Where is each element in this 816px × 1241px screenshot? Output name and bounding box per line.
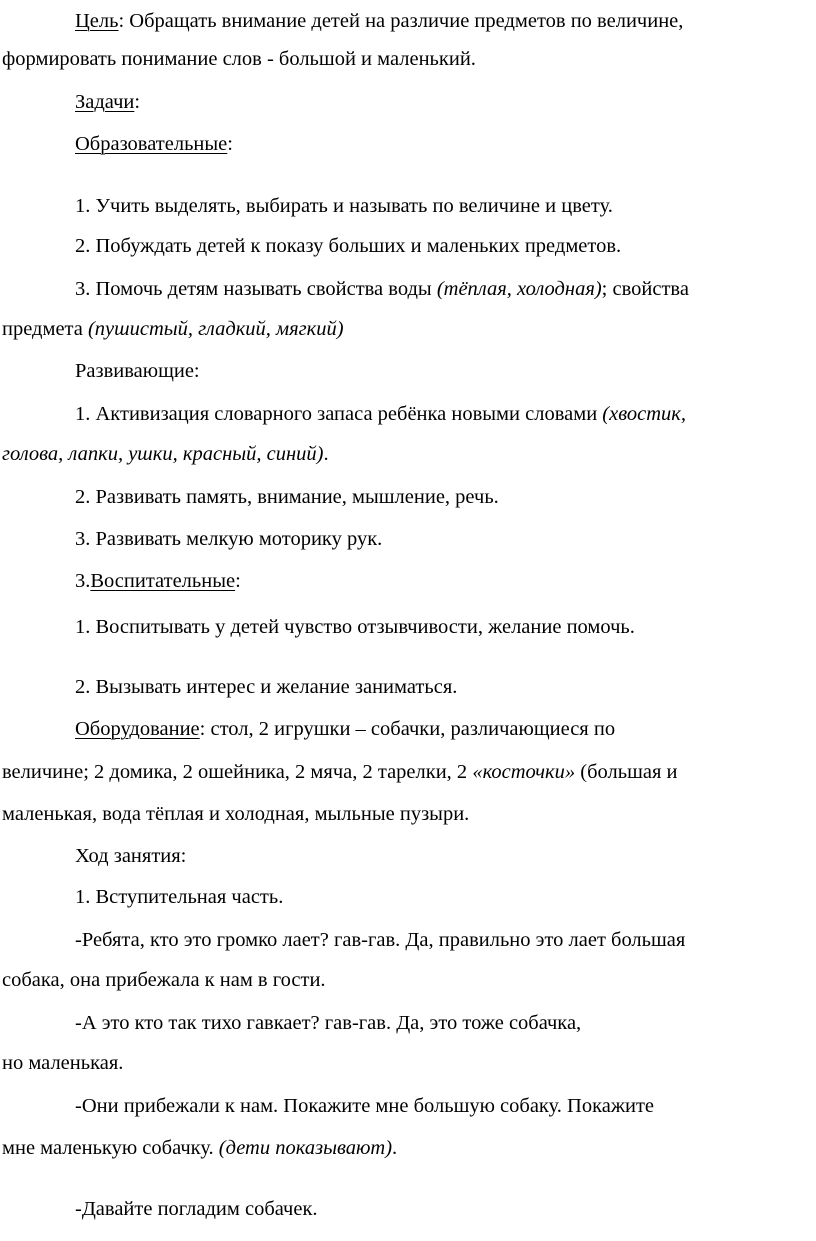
paragraph-3-cont (2, 1135, 397, 1161)
dev1-italic-cont: голова, лапки, ушки, красный, синий) (2, 443, 324, 465)
developing-item-3: 3. Развивать мелкую моторику рук. (75, 528, 383, 550)
goal-label: Цель (75, 10, 119, 32)
edu3-italic-2: (пушистый, гладкий, мягкий) (87, 318, 344, 340)
edu3-tail: ; свойства (601, 278, 689, 300)
upbringing-item-2: 2. Вызывать интерес и желание заниматься. (75, 676, 458, 698)
paragraph-4: -Давайте погладим собачек. (75, 1198, 318, 1220)
intro-label: 1. Вступительная часть. (75, 886, 284, 908)
goal-line-cont: формировать понимание слов - большой и маленький. (2, 48, 476, 70)
equipment-line-end: маленькая, вода тёплая и холодная, мыльные пузыри. (2, 803, 470, 825)
upbringing-label: Воспитательные (90, 570, 236, 592)
dev1-text: 1. Активизация словарного запаса ребёнка новыми словами (75, 403, 603, 425)
tasks-label: Задачи (75, 91, 135, 113)
educational-item-3 (75, 276, 689, 302)
educational-label: Образовательные (75, 133, 228, 155)
paragraph-3-text: мне маленькую собачку. (2, 1137, 219, 1159)
upbringing-line (75, 568, 241, 594)
educational-item: 2. Побуждать детей к показу больших и маленьких предметов. (75, 235, 622, 257)
goal-line (75, 8, 683, 34)
paragraph-3: -Они прибежали к нам. Покажите мне большую собаку. Покажите (75, 1095, 655, 1117)
developing-item-1 (75, 401, 686, 427)
paragraph-3-italic: (дети показывают) (218, 1137, 393, 1159)
edu3-italic: (тёплая, холодная) (436, 278, 602, 300)
equipment-italic: «косточки» (472, 761, 576, 783)
equipment-text-2: величине; 2 домика, 2 ошейника, 2 мяча, 2 тарелки, 2 (2, 761, 473, 783)
developing-item-1-cont (2, 441, 329, 467)
developing-item-2: 2. Развивать память, внимание, мышление, речь. (75, 486, 499, 508)
equipment-text-3: (большая и (575, 761, 678, 783)
equipment-line-cont (2, 759, 677, 785)
upbringing-item-1: 1. Воспитывать у детей чувство отзывчивости, желание помочь. (75, 616, 635, 638)
edu3-text: 3. Помочь детям называть свойства воды (75, 278, 437, 300)
paragraph-3-period: . (392, 1137, 398, 1159)
educational-colon: : (227, 133, 233, 155)
dev1-italic: (хвостик, (602, 403, 686, 425)
paragraph-2: -А это кто так тихо гавкает? гав-гав. Да, это тоже собачка, (75, 1012, 582, 1034)
educational-item-3-cont (2, 316, 344, 342)
equipment-label: Оборудование (75, 718, 200, 740)
edu3-subject: предмета (2, 318, 88, 340)
paragraph-2-cont: но маленькая. (2, 1052, 124, 1074)
paragraph-1-cont: собака, она прибежала к нам в гости. (2, 969, 326, 991)
tasks-colon: : (134, 91, 141, 113)
educational-item: 1. Учить выделять, выбирать и называть по величине и цвету. (75, 195, 613, 217)
upbringing-colon: : (235, 570, 241, 592)
dev1-period: . (323, 443, 329, 465)
educational-line (75, 131, 233, 157)
equipment-line (75, 716, 615, 742)
paragraph-1: -Ребята, кто это громко лает? гав-гав. Да, правильно это лает большая (75, 929, 686, 951)
developing-label: Развивающие: (75, 360, 200, 382)
equipment-text: : стол, 2 игрушки – собачки, различающиеся по (199, 718, 616, 740)
course-label: Ход занятия: (75, 845, 187, 867)
tasks-line (75, 89, 140, 115)
upbringing-prefix: 3. (75, 570, 91, 592)
goal-text: : Обращать внимание детей на различие предметов по величине, (118, 10, 684, 32)
